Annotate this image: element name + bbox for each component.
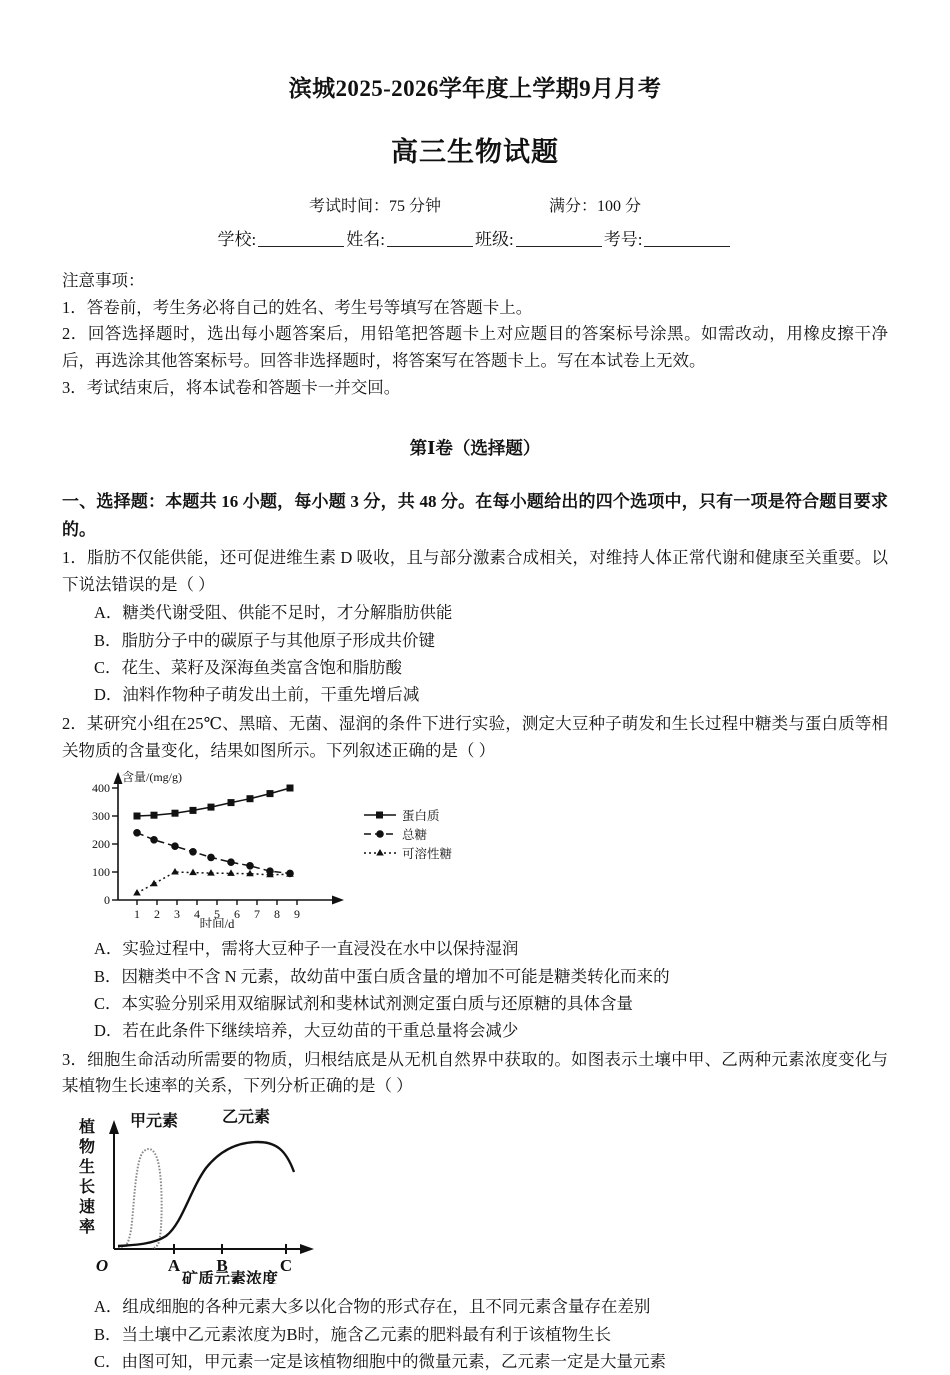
- chart2-tick-c: C: [279, 1256, 293, 1276]
- svg-text:4: 4: [194, 907, 200, 922]
- chart1-legend: [364, 808, 453, 861]
- name-blank[interactable]: [387, 232, 473, 247]
- chart2-origin-label: O: [95, 1256, 109, 1276]
- svg-text:8: 8: [274, 907, 280, 922]
- question-3-figure: [62, 1106, 888, 1289]
- exam-header-line: 滨城2025-2026学年度上学期9月月考: [288, 76, 662, 101]
- svg-text:速: 速: [78, 1199, 96, 1217]
- chart2-annotation-yi: 乙元素: [222, 1109, 271, 1127]
- svg-text:100: 100: [92, 865, 110, 880]
- chart1-series-total-sugar: [133, 829, 294, 877]
- mineral-element-growth-chart: [70, 1106, 410, 1284]
- question-3-option-b[interactable]: B．当土壤中乙元素浓度为B时，施含乙元素的肥料最有利于该植物生长: [94, 1324, 612, 1344]
- chart1-series-protein: [134, 785, 294, 820]
- notice-item-3: 3．考试结束后，将本试卷和答题卡一并交回。: [62, 377, 401, 397]
- svg-text:生: 生: [78, 1159, 96, 1177]
- question-1-option-a[interactable]: A．糖类代谢受阻、供能不足时，才分解脂肪供能: [94, 603, 453, 623]
- question-3-option-c[interactable]: C．由图可知，甲元素一定是该植物细胞中的微量元素，乙元素一定是大量元素: [94, 1351, 667, 1371]
- svg-text:物: 物: [78, 1139, 96, 1157]
- svg-text:2: 2: [154, 907, 160, 922]
- question-3-options: [62, 1293, 888, 1375]
- question-1-option-b[interactable]: B．脂肪分子中的碳原子与其他原子形成共价键: [94, 630, 436, 650]
- question-1-options: [62, 599, 888, 709]
- chart2-y-axis-label: [79, 1118, 95, 1236]
- svg-text:300: 300: [92, 809, 110, 824]
- field-name: 姓名:: [346, 225, 475, 250]
- question-1-stem: 1．脂肪不仅能供能，还可促进维生素 D 吸收，且与部分激素合成相关，对维持人体正常代谢和健康至关重要。以下说法错误的是（ ）: [62, 547, 888, 594]
- exam-number-blank[interactable]: [644, 232, 730, 247]
- svg-text:长: 长: [78, 1179, 96, 1197]
- student-info-fields: [62, 225, 888, 250]
- question-1-option-d[interactable]: D．油料作物种子萌发出土前，干重先增后减: [94, 685, 420, 705]
- chart2-annotation-jia: 甲元素: [130, 1113, 179, 1131]
- svg-text:3: 3: [174, 907, 180, 922]
- svg-text:率: 率: [78, 1219, 96, 1237]
- exam-meta-row: [62, 193, 888, 216]
- page-title: 高三生物试题: [391, 136, 559, 167]
- svg-text:7: 7: [254, 907, 260, 922]
- chart2-curve-yi: [118, 1142, 294, 1246]
- chart2-x-axis-label: 矿质元素浓度: [181, 1271, 279, 1285]
- question-2-stem: 2．某研究小组在25℃、黑暗、无菌、湿润的条件下进行实验，测定大豆种子萌发和生长过程中糖类与蛋白质等相关物质的含量变化，结果如图所示。下列叙述正确的是（ ）: [62, 713, 888, 760]
- svg-text:5: 5: [214, 907, 220, 922]
- chart2-tick-b: B: [216, 1256, 228, 1276]
- chart1-y-axis-label: 含量/(mg/g): [122, 770, 182, 785]
- chart1-legend-soluble-sugar: 可溶性糖: [402, 847, 453, 862]
- svg-text:200: 200: [92, 837, 110, 852]
- question-2-options: [62, 935, 888, 1045]
- class-blank[interactable]: [516, 232, 602, 247]
- svg-text:6: 6: [234, 907, 240, 922]
- question-1-option-c[interactable]: C．花生、菜籽及深海鱼类富含饱和脂肪酸: [94, 658, 403, 678]
- notice-item-1: 1．答卷前，考生务必将自己的姓名、考生号等填写在答题卡上。: [62, 297, 533, 317]
- chart1-legend-total-sugar: 总糖: [402, 828, 428, 843]
- chart2-curve-jia: [118, 1149, 162, 1248]
- question-2-option-d[interactable]: D．若在此条件下继续培养，大豆幼苗的干重总量将会减少: [94, 1021, 519, 1041]
- exam-duration: 考试时间：75 分钟: [308, 197, 441, 215]
- chart1-x-axis-label: 时间/d: [199, 917, 235, 929]
- section-heading-choice: 一、选择题：本题共 16 小题，每小题 3 分，共 48 分。在每小题给出的四个选项中，只有一项是符合题目要求的。: [62, 492, 888, 539]
- part-one-title: 第Ⅰ卷（选择题）: [409, 438, 541, 459]
- svg-text:植: 植: [78, 1119, 96, 1137]
- seed-germination-line-chart: [76, 768, 506, 928]
- field-class: 班级:: [475, 225, 604, 250]
- chart2-tick-a: A: [167, 1256, 181, 1276]
- question-2-option-b[interactable]: B．因糖类中不含 N 元素，故幼苗中蛋白质含量的增加不可能是糖类转化而来的: [94, 966, 670, 986]
- question-3-stem: 3．细胞生命活动所需要的物质，归根结底是从无机自然界中获取的。如图表示土壤中甲、乙两种元素浓度变化与某植物生长速率的关系，下列分析正确的是（ ）: [62, 1049, 888, 1096]
- svg-text:0: 0: [104, 893, 110, 908]
- question-2-option-a[interactable]: A．实验过程中，需将大豆种子一直浸没在水中以保持湿润: [94, 939, 519, 959]
- chart1-legend-protein: 蛋白质: [402, 809, 440, 824]
- svg-text:9: 9: [294, 907, 300, 922]
- field-school: 学校:: [218, 225, 347, 250]
- notices-block: [62, 268, 888, 402]
- school-blank[interactable]: [258, 232, 344, 247]
- svg-text:1: 1: [134, 907, 140, 922]
- question-3-option-a[interactable]: A．组成细胞的各种元素大多以化合物的形式存在，且不同元素含量存在差别: [94, 1297, 651, 1317]
- exam-total-score: 满分：100 分: [549, 197, 642, 215]
- question-2-figure: [62, 768, 888, 933]
- chart1-series-soluble-sugar: [133, 868, 294, 896]
- field-exam-number: 考号:: [604, 225, 733, 250]
- notice-item-2: 2．回答选择题时，选出每小题答案后，用铅笔把答题卡上对应题目的答案标号涂黑。如需改动，用橡皮擦干净后，再选涂其他答案标号。回答非选择题时，将答案写在答题卡上。写在本试卷上无效。: [62, 324, 888, 371]
- svg-text:400: 400: [92, 781, 110, 796]
- notices-title: 注意事项：: [62, 270, 145, 290]
- question-2-option-c[interactable]: C．本实验分别采用双缩脲试剂和斐林试剂测定蛋白质与还原糖的具体含量: [94, 993, 634, 1013]
